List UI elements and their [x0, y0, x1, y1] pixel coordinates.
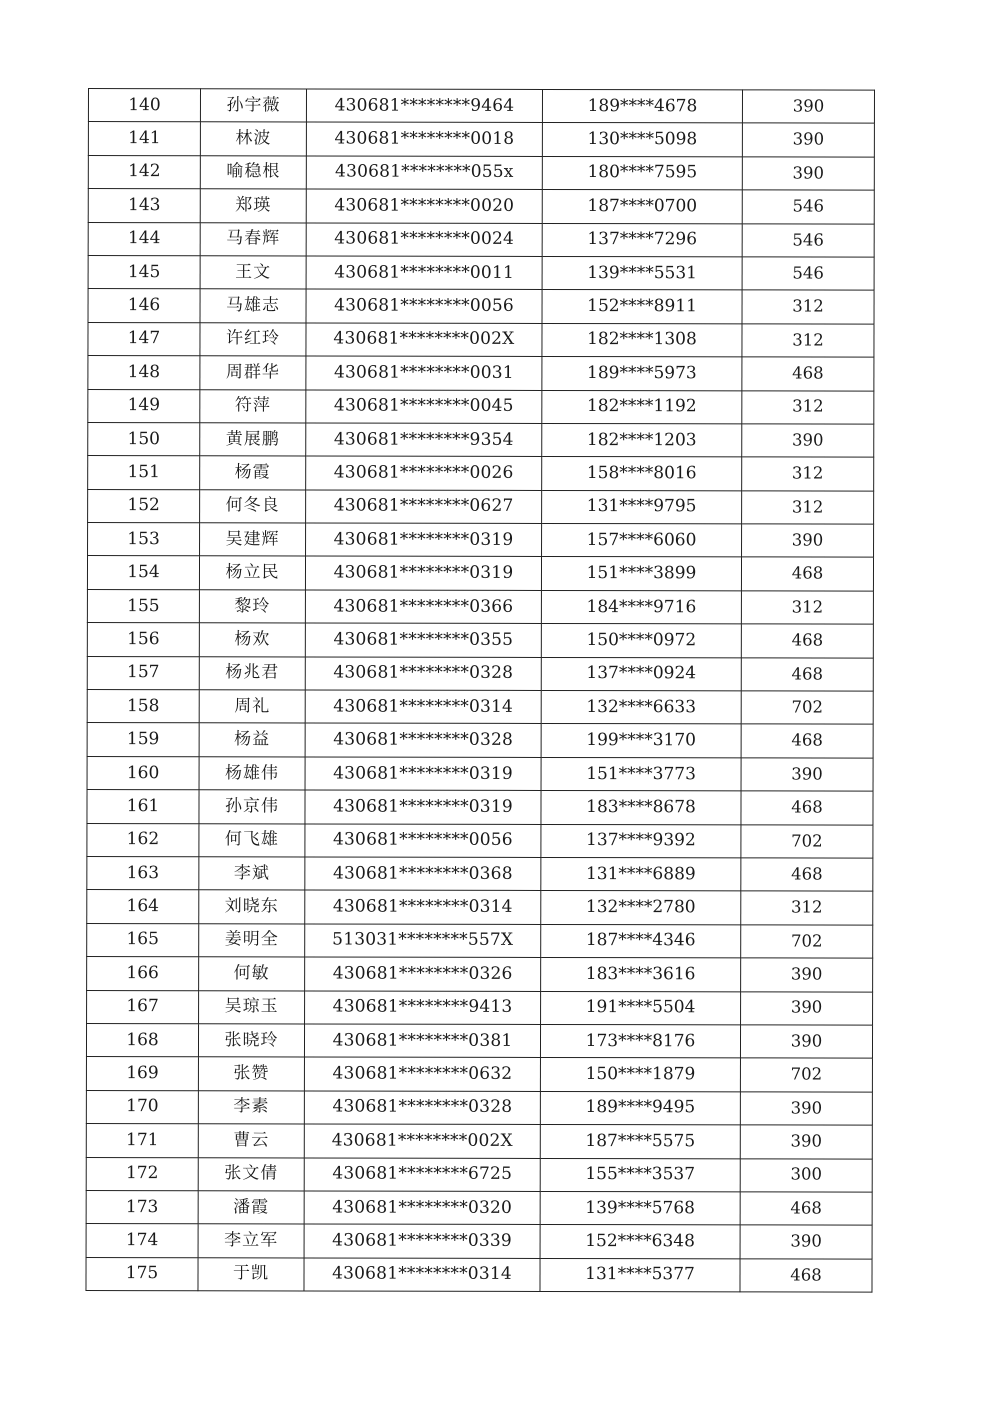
cell-serial-number: 171	[86, 1124, 198, 1158]
cell-serial-number: 161	[87, 790, 199, 824]
cell-serial-number: 153	[88, 523, 200, 557]
cell-serial-number: 170	[86, 1090, 198, 1124]
cell-amount: 702	[741, 691, 873, 725]
cell-name: 潘霞	[198, 1191, 304, 1225]
cell-serial-number: 163	[87, 856, 199, 890]
table-row	[86, 1190, 872, 1225]
cell-phone: 182****1203	[542, 423, 742, 457]
cell-serial-number: 165	[87, 923, 199, 957]
cell-phone: 182****1192	[542, 390, 742, 424]
cell-id-number: 430681********0045	[306, 389, 542, 423]
cell-name: 张文倩	[198, 1157, 304, 1191]
cell-name: 李立军	[198, 1224, 304, 1258]
cell-serial-number: 173	[86, 1190, 198, 1224]
cell-amount: 390	[742, 123, 874, 157]
cell-name: 喻稳根	[200, 156, 306, 190]
cell-id-number: 430681********0031	[306, 356, 542, 390]
cell-amount: 468	[742, 357, 874, 391]
cell-phone: 152****8911	[542, 290, 742, 324]
cell-id-number: 430681********0056	[305, 824, 541, 858]
table-row	[88, 356, 874, 391]
cell-phone: 183****3616	[541, 958, 741, 992]
cell-serial-number: 149	[88, 389, 200, 423]
cell-amount: 468	[741, 858, 873, 892]
table-row	[87, 623, 873, 658]
cell-id-number: 430681********002X	[304, 1124, 540, 1158]
cell-serial-number: 154	[87, 556, 199, 590]
cell-id-number: 430681********0328	[305, 723, 541, 757]
cell-phone: 150****0972	[541, 624, 741, 658]
cell-amount: 312	[742, 390, 874, 424]
cell-phone: 151****3899	[541, 557, 741, 591]
cell-amount: 390	[742, 157, 874, 191]
table-row	[87, 923, 873, 958]
cell-id-number: 430681********0328	[305, 657, 541, 691]
cell-name: 马雄志	[200, 289, 306, 323]
cell-serial-number: 142	[88, 155, 200, 189]
roster-table-body	[86, 89, 875, 1293]
cell-id-number: 430681********0026	[306, 456, 542, 490]
cell-amount: 390	[742, 424, 874, 458]
table-row	[88, 322, 874, 357]
cell-amount: 300	[740, 1158, 872, 1192]
cell-phone: 139****5531	[542, 256, 742, 290]
table-row	[86, 1157, 872, 1192]
cell-name: 吴琼玉	[199, 990, 305, 1024]
cell-phone: 189****9495	[540, 1091, 740, 1125]
cell-id-number: 430681********0020	[306, 189, 542, 223]
cell-serial-number: 148	[88, 356, 200, 390]
cell-id-number: 430681********6725	[304, 1157, 540, 1191]
table-row	[87, 589, 873, 624]
table-row	[87, 656, 873, 691]
cell-phone: 184****9716	[541, 590, 741, 624]
table-row	[86, 1023, 872, 1058]
cell-name: 王文	[200, 256, 306, 290]
cell-id-number: 430681********0355	[305, 623, 541, 657]
cell-phone: 137****7296	[542, 223, 742, 257]
cell-serial-number: 155	[87, 589, 199, 623]
cell-name: 何敏	[199, 957, 305, 991]
cell-phone: 187****5575	[540, 1125, 740, 1159]
roster-table	[85, 88, 875, 1293]
cell-amount: 390	[742, 524, 874, 558]
cell-phone: 199****3170	[541, 724, 741, 758]
table-row	[88, 456, 874, 491]
cell-name: 李斌	[199, 857, 305, 891]
cell-name: 何飞雄	[199, 823, 305, 857]
cell-serial-number: 150	[88, 422, 200, 456]
table-row	[86, 1090, 872, 1125]
cell-phone: 182****1308	[542, 323, 742, 357]
cell-phone: 130****5098	[542, 123, 742, 157]
cell-id-number: 430681********0011	[306, 256, 542, 290]
cell-name: 于凯	[198, 1257, 304, 1291]
table-row	[88, 255, 874, 290]
cell-id-number: 430681********0319	[305, 556, 541, 590]
table-row	[88, 389, 874, 424]
cell-id-number: 430681********002X	[306, 323, 542, 357]
cell-serial-number: 167	[87, 990, 199, 1024]
cell-serial-number: 159	[87, 723, 199, 757]
table-row	[88, 189, 874, 224]
cell-phone: 187****0700	[542, 190, 742, 224]
cell-serial-number: 141	[88, 122, 200, 156]
cell-amount: 390	[740, 1092, 872, 1126]
cell-serial-number: 174	[86, 1224, 198, 1258]
table-row	[87, 890, 873, 925]
table-row	[88, 155, 874, 190]
cell-name: 何冬良	[200, 489, 306, 523]
cell-phone: 158****8016	[542, 457, 742, 491]
cell-name: 杨兆君	[199, 656, 305, 690]
cell-name: 符萍	[200, 389, 306, 423]
cell-name: 杨雄伟	[199, 757, 305, 791]
cell-amount: 702	[740, 1058, 872, 1092]
cell-id-number: 430681********0056	[306, 289, 542, 323]
table-row	[87, 723, 873, 758]
cell-id-number: 430681********9464	[306, 89, 542, 123]
cell-name: 杨欢	[199, 623, 305, 657]
cell-serial-number: 162	[87, 823, 199, 857]
cell-serial-number: 156	[87, 623, 199, 657]
cell-serial-number: 144	[88, 222, 200, 256]
cell-serial-number: 157	[87, 656, 199, 690]
table-row	[87, 756, 873, 791]
table-row	[86, 1224, 872, 1259]
cell-amount: 468	[740, 1192, 872, 1226]
table-row	[86, 1057, 872, 1092]
cell-amount: 468	[741, 624, 873, 658]
cell-amount: 702	[741, 925, 873, 959]
cell-name: 孙京伟	[199, 790, 305, 824]
cell-amount: 390	[741, 991, 873, 1025]
cell-amount: 390	[740, 1025, 872, 1059]
cell-phone: 132****6633	[541, 690, 741, 724]
cell-id-number: 430681********0319	[306, 523, 542, 557]
cell-serial-number: 169	[86, 1057, 198, 1091]
table-row	[87, 856, 873, 891]
cell-phone: 137****9392	[541, 824, 741, 858]
table-row	[88, 122, 874, 157]
table-row	[88, 289, 874, 324]
cell-id-number: 513031********557X	[305, 924, 541, 958]
cell-id-number: 430681********0319	[305, 757, 541, 791]
cell-id-number: 430681********0319	[305, 790, 541, 824]
cell-id-number: 430681********0326	[305, 957, 541, 991]
cell-id-number: 430681********0328	[304, 1091, 540, 1125]
cell-name: 杨立民	[199, 556, 305, 590]
cell-amount: 468	[741, 791, 873, 825]
table-row	[87, 957, 873, 992]
cell-amount: 390	[742, 90, 874, 124]
cell-serial-number: 158	[87, 690, 199, 724]
table-row	[87, 990, 873, 1025]
table-row	[87, 823, 873, 858]
cell-id-number: 430681********0320	[304, 1191, 540, 1225]
table-row	[88, 489, 874, 524]
cell-phone: 155****3537	[540, 1158, 740, 1192]
cell-serial-number: 146	[88, 289, 200, 323]
cell-amount: 312	[742, 290, 874, 324]
cell-serial-number: 145	[88, 255, 200, 289]
table-row	[86, 1257, 872, 1292]
cell-name: 吴建辉	[200, 523, 306, 557]
cell-phone: 131****5377	[540, 1258, 740, 1292]
cell-phone: 183****8678	[541, 791, 741, 825]
cell-amount: 702	[741, 824, 873, 858]
cell-amount: 312	[742, 491, 874, 525]
cell-amount: 312	[741, 591, 873, 625]
cell-id-number: 430681********055x	[306, 156, 542, 190]
cell-amount: 468	[741, 557, 873, 591]
cell-amount: 546	[742, 257, 874, 291]
cell-serial-number: 175	[86, 1257, 198, 1291]
cell-phone: 131****9795	[542, 490, 742, 524]
cell-phone: 151****3773	[541, 757, 741, 791]
cell-phone: 131****6889	[541, 857, 741, 891]
cell-serial-number: 140	[88, 89, 200, 123]
table-row	[88, 89, 874, 124]
cell-amount: 312	[741, 891, 873, 925]
cell-id-number: 430681********9413	[305, 991, 541, 1025]
cell-id-number: 430681********0627	[306, 490, 542, 524]
cell-name: 林波	[200, 122, 306, 156]
cell-serial-number: 147	[88, 322, 200, 356]
table-row	[88, 222, 874, 257]
cell-phone: 132****2780	[541, 891, 741, 925]
cell-amount: 312	[742, 457, 874, 491]
cell-serial-number: 160	[87, 756, 199, 790]
table-row	[87, 690, 873, 725]
cell-phone: 157****6060	[542, 524, 742, 558]
cell-amount: 390	[741, 758, 873, 792]
table-row	[88, 422, 874, 457]
cell-name: 杨霞	[200, 456, 306, 490]
cell-phone: 173****8176	[540, 1024, 740, 1058]
cell-amount: 390	[741, 958, 873, 992]
cell-serial-number: 164	[87, 890, 199, 924]
cell-name: 姜明全	[199, 923, 305, 957]
cell-phone: 139****5768	[540, 1191, 740, 1225]
cell-phone: 137****0924	[541, 657, 741, 691]
cell-name: 李素	[198, 1090, 304, 1124]
cell-id-number: 430681********0314	[305, 690, 541, 724]
cell-name: 黄展鹏	[200, 423, 306, 457]
cell-name: 张赞	[198, 1057, 304, 1091]
cell-id-number: 430681********9354	[306, 423, 542, 457]
cell-id-number: 430681********0314	[305, 890, 541, 924]
cell-phone: 152****6348	[540, 1225, 740, 1259]
cell-amount: 468	[741, 724, 873, 758]
cell-id-number: 430681********0366	[305, 590, 541, 624]
cell-phone: 189****5973	[542, 357, 742, 391]
cell-name: 周群华	[200, 356, 306, 390]
cell-id-number: 430681********0024	[306, 223, 542, 257]
cell-id-number: 430681********0368	[305, 857, 541, 891]
cell-name: 许红玲	[200, 322, 306, 356]
cell-id-number: 430681********0314	[304, 1258, 540, 1292]
cell-id-number: 430681********0339	[304, 1224, 540, 1258]
cell-name: 杨益	[199, 723, 305, 757]
cell-serial-number: 166	[87, 957, 199, 991]
cell-name: 周礼	[199, 690, 305, 724]
cell-name: 张晓玲	[198, 1024, 304, 1058]
table-row	[88, 523, 874, 558]
cell-amount: 468	[741, 658, 873, 692]
cell-amount: 546	[742, 190, 874, 224]
cell-serial-number: 152	[88, 489, 200, 523]
cell-serial-number: 143	[88, 189, 200, 223]
cell-serial-number: 168	[86, 1023, 198, 1057]
cell-name: 马春辉	[200, 222, 306, 256]
table-row	[87, 556, 873, 591]
cell-amount: 546	[742, 223, 874, 257]
cell-amount: 390	[740, 1125, 872, 1159]
cell-amount: 390	[740, 1225, 872, 1259]
table-row	[86, 1124, 872, 1159]
cell-name: 孙宇薇	[200, 89, 306, 123]
cell-phone: 180****7595	[542, 156, 742, 190]
cell-id-number: 430681********0381	[304, 1024, 540, 1058]
cell-amount: 468	[740, 1259, 872, 1293]
cell-name: 刘晓东	[199, 890, 305, 924]
cell-id-number: 430681********0018	[306, 122, 542, 156]
cell-name: 黎玲	[199, 590, 305, 624]
cell-phone: 187****4346	[541, 924, 741, 958]
cell-name: 郑瑛	[200, 189, 306, 223]
cell-phone: 150****1879	[540, 1058, 740, 1092]
cell-name: 曹云	[198, 1124, 304, 1158]
cell-serial-number: 151	[88, 456, 200, 490]
cell-phone: 191****5504	[541, 991, 741, 1025]
table-row	[87, 790, 873, 825]
cell-id-number: 430681********0632	[304, 1057, 540, 1091]
cell-phone: 189****4678	[542, 89, 742, 123]
cell-amount: 312	[742, 324, 874, 358]
cell-serial-number: 172	[86, 1157, 198, 1191]
